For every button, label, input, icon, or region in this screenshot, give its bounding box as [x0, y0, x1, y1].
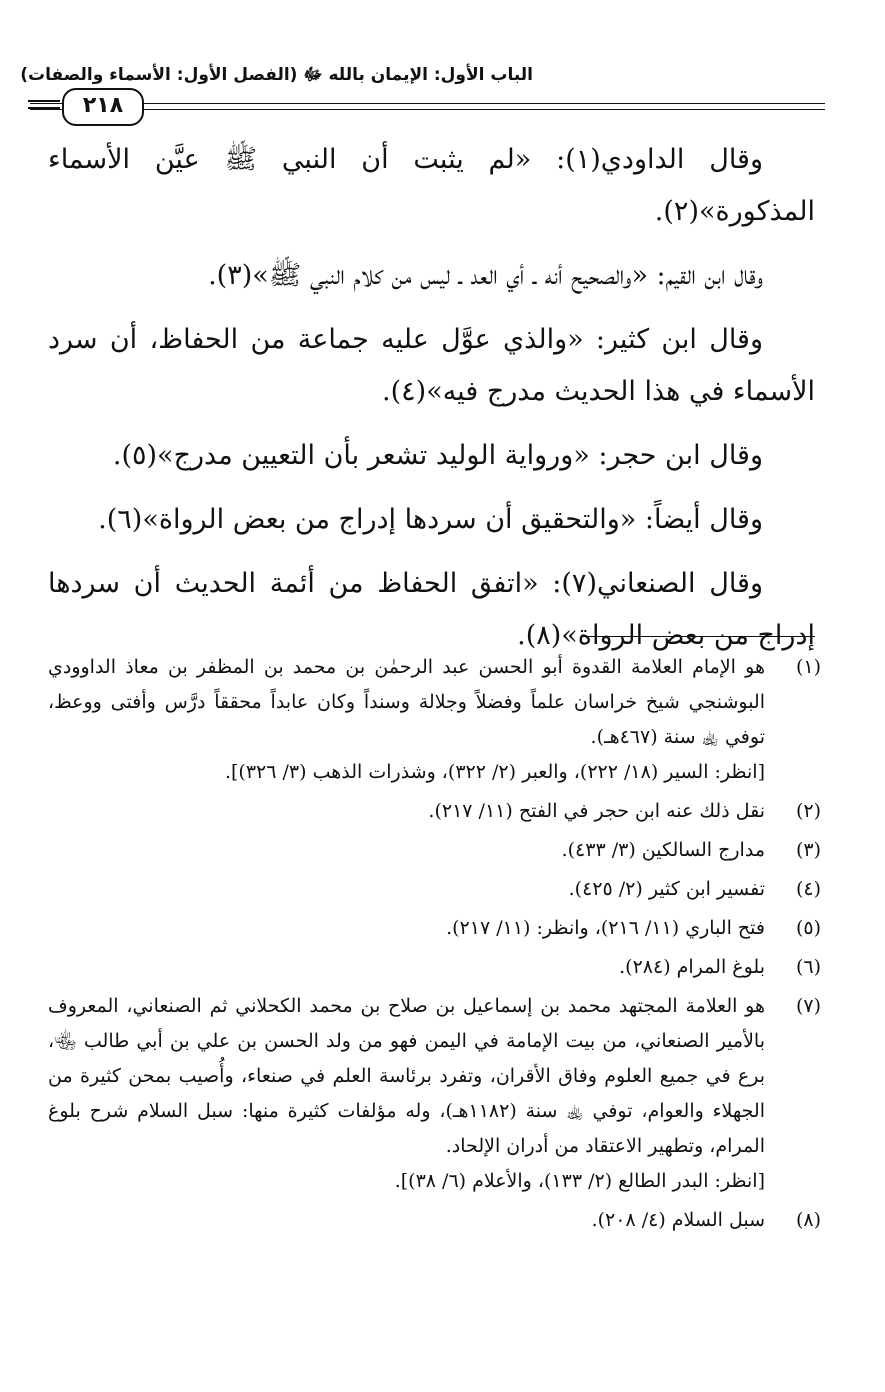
footnote-text: سبل السلام (٤/ ٢٠٨). [591, 1209, 765, 1231]
footnote-text: بلوغ المرام (٢٨٤). [619, 956, 765, 978]
footnote-number: (٦) [795, 956, 821, 978]
footnotes [48, 650, 821, 1242]
paragraph: وقال الداودي(١): «لم يثبت أن النبي ﷺ عيَّن الأسماء المذكورة»(٢). [48, 144, 815, 227]
footnote [48, 794, 821, 829]
paragraph: وقال الصنعاني(٧): «اتفق الحفاظ من أئمة الحديث أن سردها إدراج من بعض الرواة»(٨). [48, 568, 815, 651]
footnote-separator [581, 636, 815, 637]
footnote-number: (٧) [795, 995, 821, 1017]
footnote-number: (٣) [795, 839, 821, 861]
footnote-text: مدارج السالكين (٣/ ٤٣٣). [561, 839, 765, 861]
footnote-number: (٥) [795, 917, 821, 939]
footnote-number: (٤) [795, 878, 821, 900]
footnote-reference: [انظر: السير (١٨/ ٢٢٢)، والعبر (٢/ ٣٢٢)، وشذرات الذهب (٣/ ٣٢٦)]. [224, 761, 765, 783]
footnote-text: هو العلامة المجتهد محمد بن إسماعيل بن صلاح بن محمد الكحلاني ثم الصنعاني، المعروف بالأمير الصنعاني، من بيت الإمامة في اليمن فهو من ولد الحسن بن علي بن أبي طالب ﵄، برع في جميع العلوم وفاق الأقران، وتفرد برئاسة العلم في صنعاء، وأُصيب بمحن كثيرة من الجهلاء والعوام، توفي ﵀ سنة (١١٨٢هـ)، وله مؤلفات كثيرة منها: سبل السلام شرح بلوغ المرام، وتطهير الاعتقاد من أدران الإلحاد. [48, 995, 765, 1157]
footnote-text: هو الإمام العلامة القدوة أبو الحسن عبد الرحمٰن بن محمد بن المظفر بن معاذ الداوودي البوشنجي شيخ خراسان علماً وفضلاً وجلالة وسنداً وكان عابداً محققاً درَّس وأفتى ووعظ، توفي ﵀ سنة (٤٦٧هـ). [48, 656, 765, 748]
footnote [48, 911, 821, 946]
footnote [48, 1203, 821, 1238]
paragraph: وقال أيضاً: «والتحقيق أن سردها إدراج من بعض الرواة»(٦). [98, 504, 763, 535]
footnote-text: تفسير ابن كثير (٢/ ٤٢٥). [568, 878, 765, 900]
footnote [48, 989, 821, 1199]
footnote-number: (١) [795, 656, 821, 678]
footnote-text: فتح الباري (١١/ ٢١٦)، وانظر: (١١/ ٢١٧). [446, 917, 765, 939]
header-rule [30, 109, 825, 110]
footnote [48, 872, 821, 907]
footnote-number: (٢) [795, 800, 821, 822]
running-head: الباب الأول: الإيمان بالله ﷻ (الفصل الأول: الأسماء والصفات) [20, 65, 533, 85]
footnote [48, 833, 821, 868]
paragraph: وقال ابن كثير: «والذي عوَّل عليه جماعة من الحفاظ، أن سرد الأسماء في هذا الحديث مدرج فيه»(٤). [48, 324, 815, 407]
header-rule [30, 103, 825, 104]
footnote-number: (٨) [795, 1209, 821, 1231]
page-number-badge: ٢١٨ [62, 88, 144, 126]
footnote [48, 650, 821, 790]
main-text [48, 134, 815, 674]
footnote-reference: [انظر: البدر الطالع (٢/ ١٣٣)، والأعلام (٦/ ٣٨)]. [394, 1170, 765, 1192]
footnote-text: نقل ذلك عنه ابن حجر في الفتح (١١/ ٢١٧). [428, 800, 765, 822]
paragraph: وقال ابن القيم: «والصحيح أنه ـ أي العد ـ ليس من كلام النبي ﷺ»(٣). [208, 260, 763, 291]
paragraph: وقال ابن حجر: «ورواية الوليد تشعر بأن التعيين مدرج»(٥). [112, 440, 763, 471]
footnote [48, 950, 821, 985]
header-ornament-line [28, 100, 60, 102]
